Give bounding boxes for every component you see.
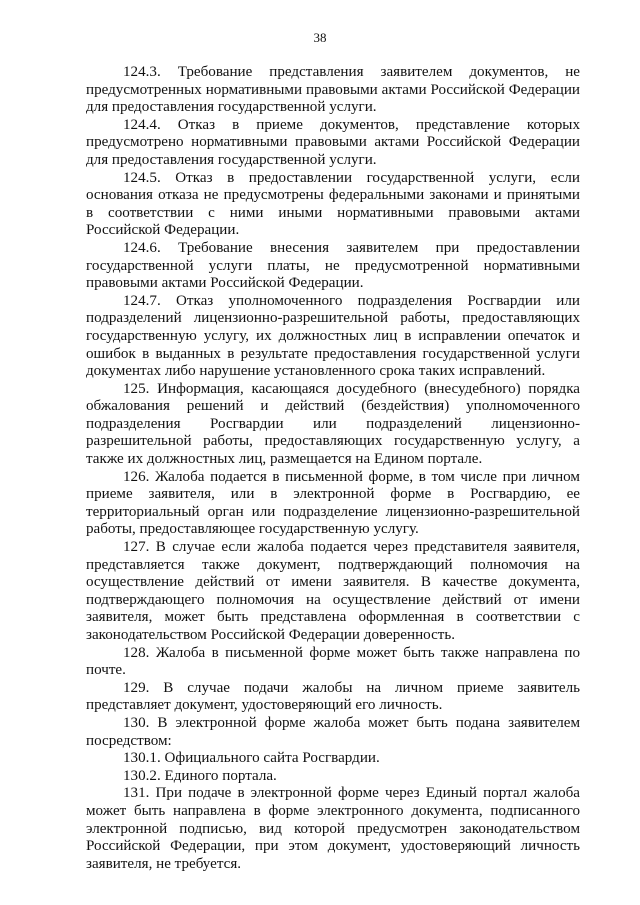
paragraph-131: 131. При подаче в электронной форме через Единый портал жалоба может быть направлена в форме электронного документа, подписанного электронной подписью, вид которой предусмотрен законодательством Российской Федерации, при этом документ, удостоверяющий личность заявителя, не требуется. <box>86 785 580 872</box>
paragraph-124-3: 124.3. Требование представления заявителем документов, не предусмотренных нормативными правовыми актами Российской Федерации для предоставления государственной услуги. <box>86 64 580 116</box>
paragraph-130: 130. В электронной форме жалоба может быть подана заявителем посредством: <box>86 714 580 749</box>
paragraph-129: 129. В случае подачи жалобы на личном приеме заявитель представляет документ, удостоверяющий его личность. <box>86 679 580 714</box>
paragraph-127: 127. В случае если жалоба подается через представителя заявителя, представляется также документ, подтверждающий полномочия на осуществление действий от имени заявителя. В качестве документа, подтверждающего полномочия на осуществление действий от имени заявителя, может быть представлена оформленная в соответствии с законодательством Российской Федерации доверенность. <box>86 539 580 643</box>
paragraph-124-5: 124.5. Отказ в предоставлении государственной услуги, если основания отказа не предусмотрены федеральными законами и принятыми в соответствии с ними иными нормативными правовыми актами Российской Федерации. <box>86 169 580 239</box>
page-number: 38 <box>313 30 327 45</box>
paragraph-125: 125. Информация, касающаяся досудебного (внесудебного) порядка обжалования решений и действий (бездействия) уполномоченного подразделения Росгвардии или подразделений лицензионно-разрешительной работы, предоставляющих государственную услугу, а также их должностных лиц, размещается на Едином портале. <box>86 380 580 468</box>
paragraph-124-4: 124.4. Отказ в приеме документов, представление которых предусмотрено нормативными правовыми актами Российской Федерации для предоставления государственной услуги. <box>86 116 580 168</box>
paragraph-124-6: 124.6. Требование внесения заявителем при предоставлении государственной услуги платы, не предусмотренной нормативными правовыми актами Российской Федерации. <box>86 239 580 292</box>
paragraph-130-1: 130.1. Официального сайта Росгвардии. <box>123 750 380 767</box>
document-body <box>86 64 580 873</box>
paragraph-126: 126. Жалоба подается в письменной форме, в том числе при личном приеме заявителя, или в электронной форме в Росгвардию, ее территориальный орган или подразделение лицензионно-разрешительной работы, предоставляющее государственную услугу. <box>86 468 580 538</box>
paragraph-128: 128. Жалоба в письменной форме может быть также направлена по почте. <box>86 644 580 679</box>
paragraph-124-7: 124.7. Отказ уполномоченного подразделения Росгвардии или подразделений лицензионно-разрешительной работы, предоставляющих государственную услугу, их должностных лиц в исправлении опечаток и ошибок в выданных в результате предоставления государственной услуги документах либо нарушение установленного срока таких исправлений. <box>86 292 580 380</box>
paragraph-130-2: 130.2. Единого портала. <box>123 767 277 784</box>
